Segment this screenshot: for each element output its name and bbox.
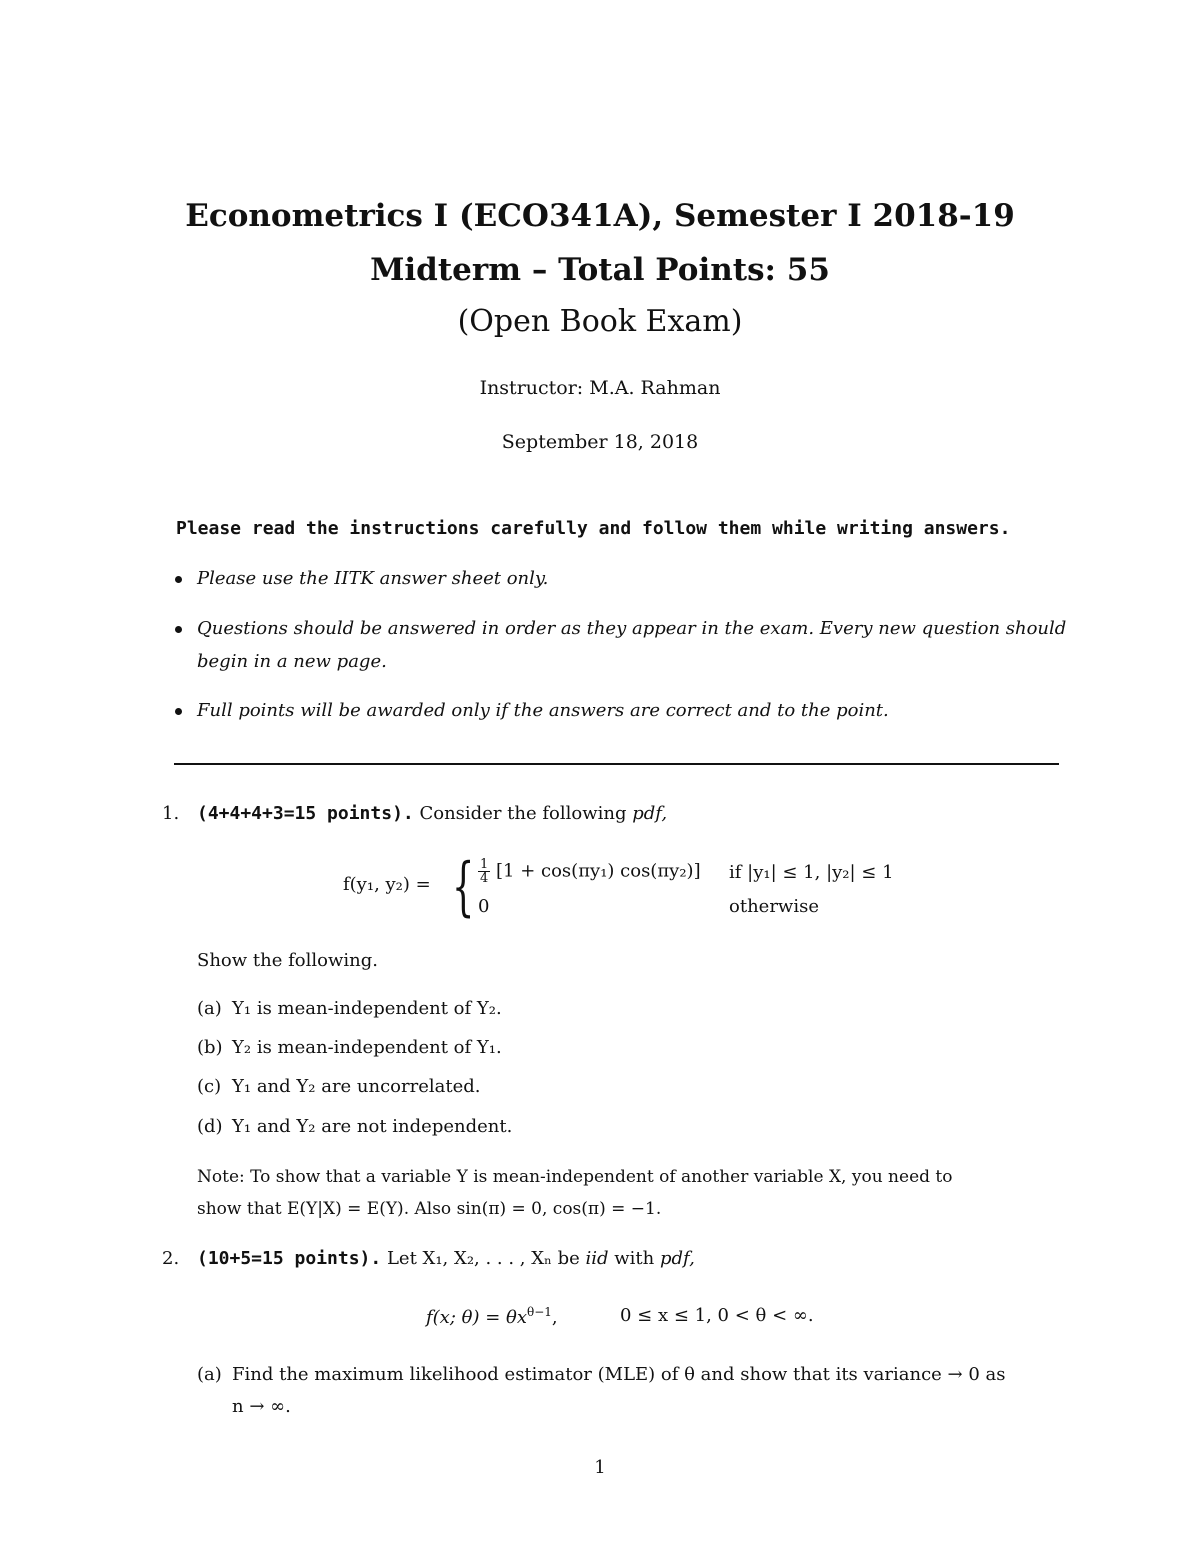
fraction: $\frac{1}{4}$	[480, 857, 489, 886]
pdf-lhs: f(y₁, y₂) =	[343, 874, 431, 895]
q1-note: Note: To show that a variable Y is mean-independent of another variable X, you need to	[197, 1167, 953, 1187]
q1-intro: Consider the following	[419, 803, 627, 824]
q1-part-text: Y₂ is mean-independent of Y₁.	[232, 1037, 502, 1058]
q1-header	[197, 798, 667, 830]
q1-part-text: Y₁ and Y₂ are uncorrelated.	[232, 1076, 481, 1097]
instruction-item: Full points will be awarded only if the answers are correct and to the point.	[197, 700, 889, 721]
q1-part-label: (c)	[197, 1076, 222, 1097]
instruction-item: Please use the IITK answer sheet only.	[197, 568, 549, 589]
q1-part-label: (b)	[197, 1037, 223, 1058]
bullet-icon	[175, 626, 182, 633]
page-number: 1	[594, 1457, 606, 1478]
q1-number: 1.	[162, 803, 180, 824]
instructions-heading: Please read the instructions carefully and follow them while writing answers.	[176, 518, 1011, 539]
q1-note-continued: show that E(Y|X) = E(Y). Also sin(π) = 0, cos(π) = −1.	[197, 1199, 662, 1219]
exam-type: (Open Book Exam)	[457, 304, 743, 339]
exam-title: Midterm – Total Points: 55	[370, 252, 830, 288]
q2-iid: iid	[585, 1248, 609, 1269]
case-1-condition: if |y₁| ≤ 1, |y₂| ≤ 1	[729, 862, 894, 883]
q2-intro: Let X₁, X₂, . . . , Xₙ be	[386, 1248, 580, 1269]
case-1-expression: [1 + cos(πy₁) cos(πy₂)]	[496, 860, 701, 882]
q1-points: (4+4+4+3=15 points).	[197, 803, 414, 824]
bullet-icon	[175, 708, 182, 715]
q2-header	[197, 1243, 695, 1275]
divider	[174, 763, 1059, 765]
q2-number: 2.	[162, 1248, 180, 1269]
q2-with: with	[614, 1248, 655, 1269]
left-brace: {	[452, 850, 475, 924]
instruction-item: Questions should be answered in order as they appear in the exam. Every new question should	[197, 618, 1067, 639]
instructor: Instructor: M.A. Rahman	[479, 377, 721, 399]
exam-date: September 18, 2018	[501, 431, 699, 453]
q2-points: (10+5=15 points).	[197, 1248, 382, 1269]
q2-formula: f(x; $\theta) = \theta x^{\theta-1}$,	[426, 1305, 558, 1328]
case-2-condition: otherwise	[729, 896, 819, 917]
q2-part-text-continued: n → ∞.	[232, 1396, 291, 1417]
q1-intro-term: pdf,	[632, 803, 668, 824]
q1-part-label: (d)	[197, 1116, 223, 1137]
q1-part-text: Y₁ is mean-independent of Y₂.	[232, 998, 502, 1019]
bullet-icon	[175, 576, 182, 583]
case-2-expression: 0	[478, 896, 490, 917]
course-title: Econometrics I (ECO341A), Semester I 2018-19	[185, 198, 1015, 234]
q2-part-label: (a)	[197, 1364, 222, 1385]
q1-show: Show the following.	[197, 950, 378, 971]
q1-part-text: Y₁ and Y₂ are not independent.	[232, 1116, 513, 1137]
q2-part-text: Find the maximum likelihood estimator (MLE) of θ and show that its variance → 0 as	[232, 1364, 1006, 1385]
instruction-item-continued: begin in a new page.	[197, 651, 387, 672]
q2-pdf: pdf,	[660, 1248, 695, 1269]
q1-part-label: (a)	[197, 998, 222, 1019]
q2-formula-condition: 0 ≤ x ≤ 1, 0 < θ < ∞.	[620, 1305, 814, 1326]
pdf-case-1	[478, 858, 701, 885]
